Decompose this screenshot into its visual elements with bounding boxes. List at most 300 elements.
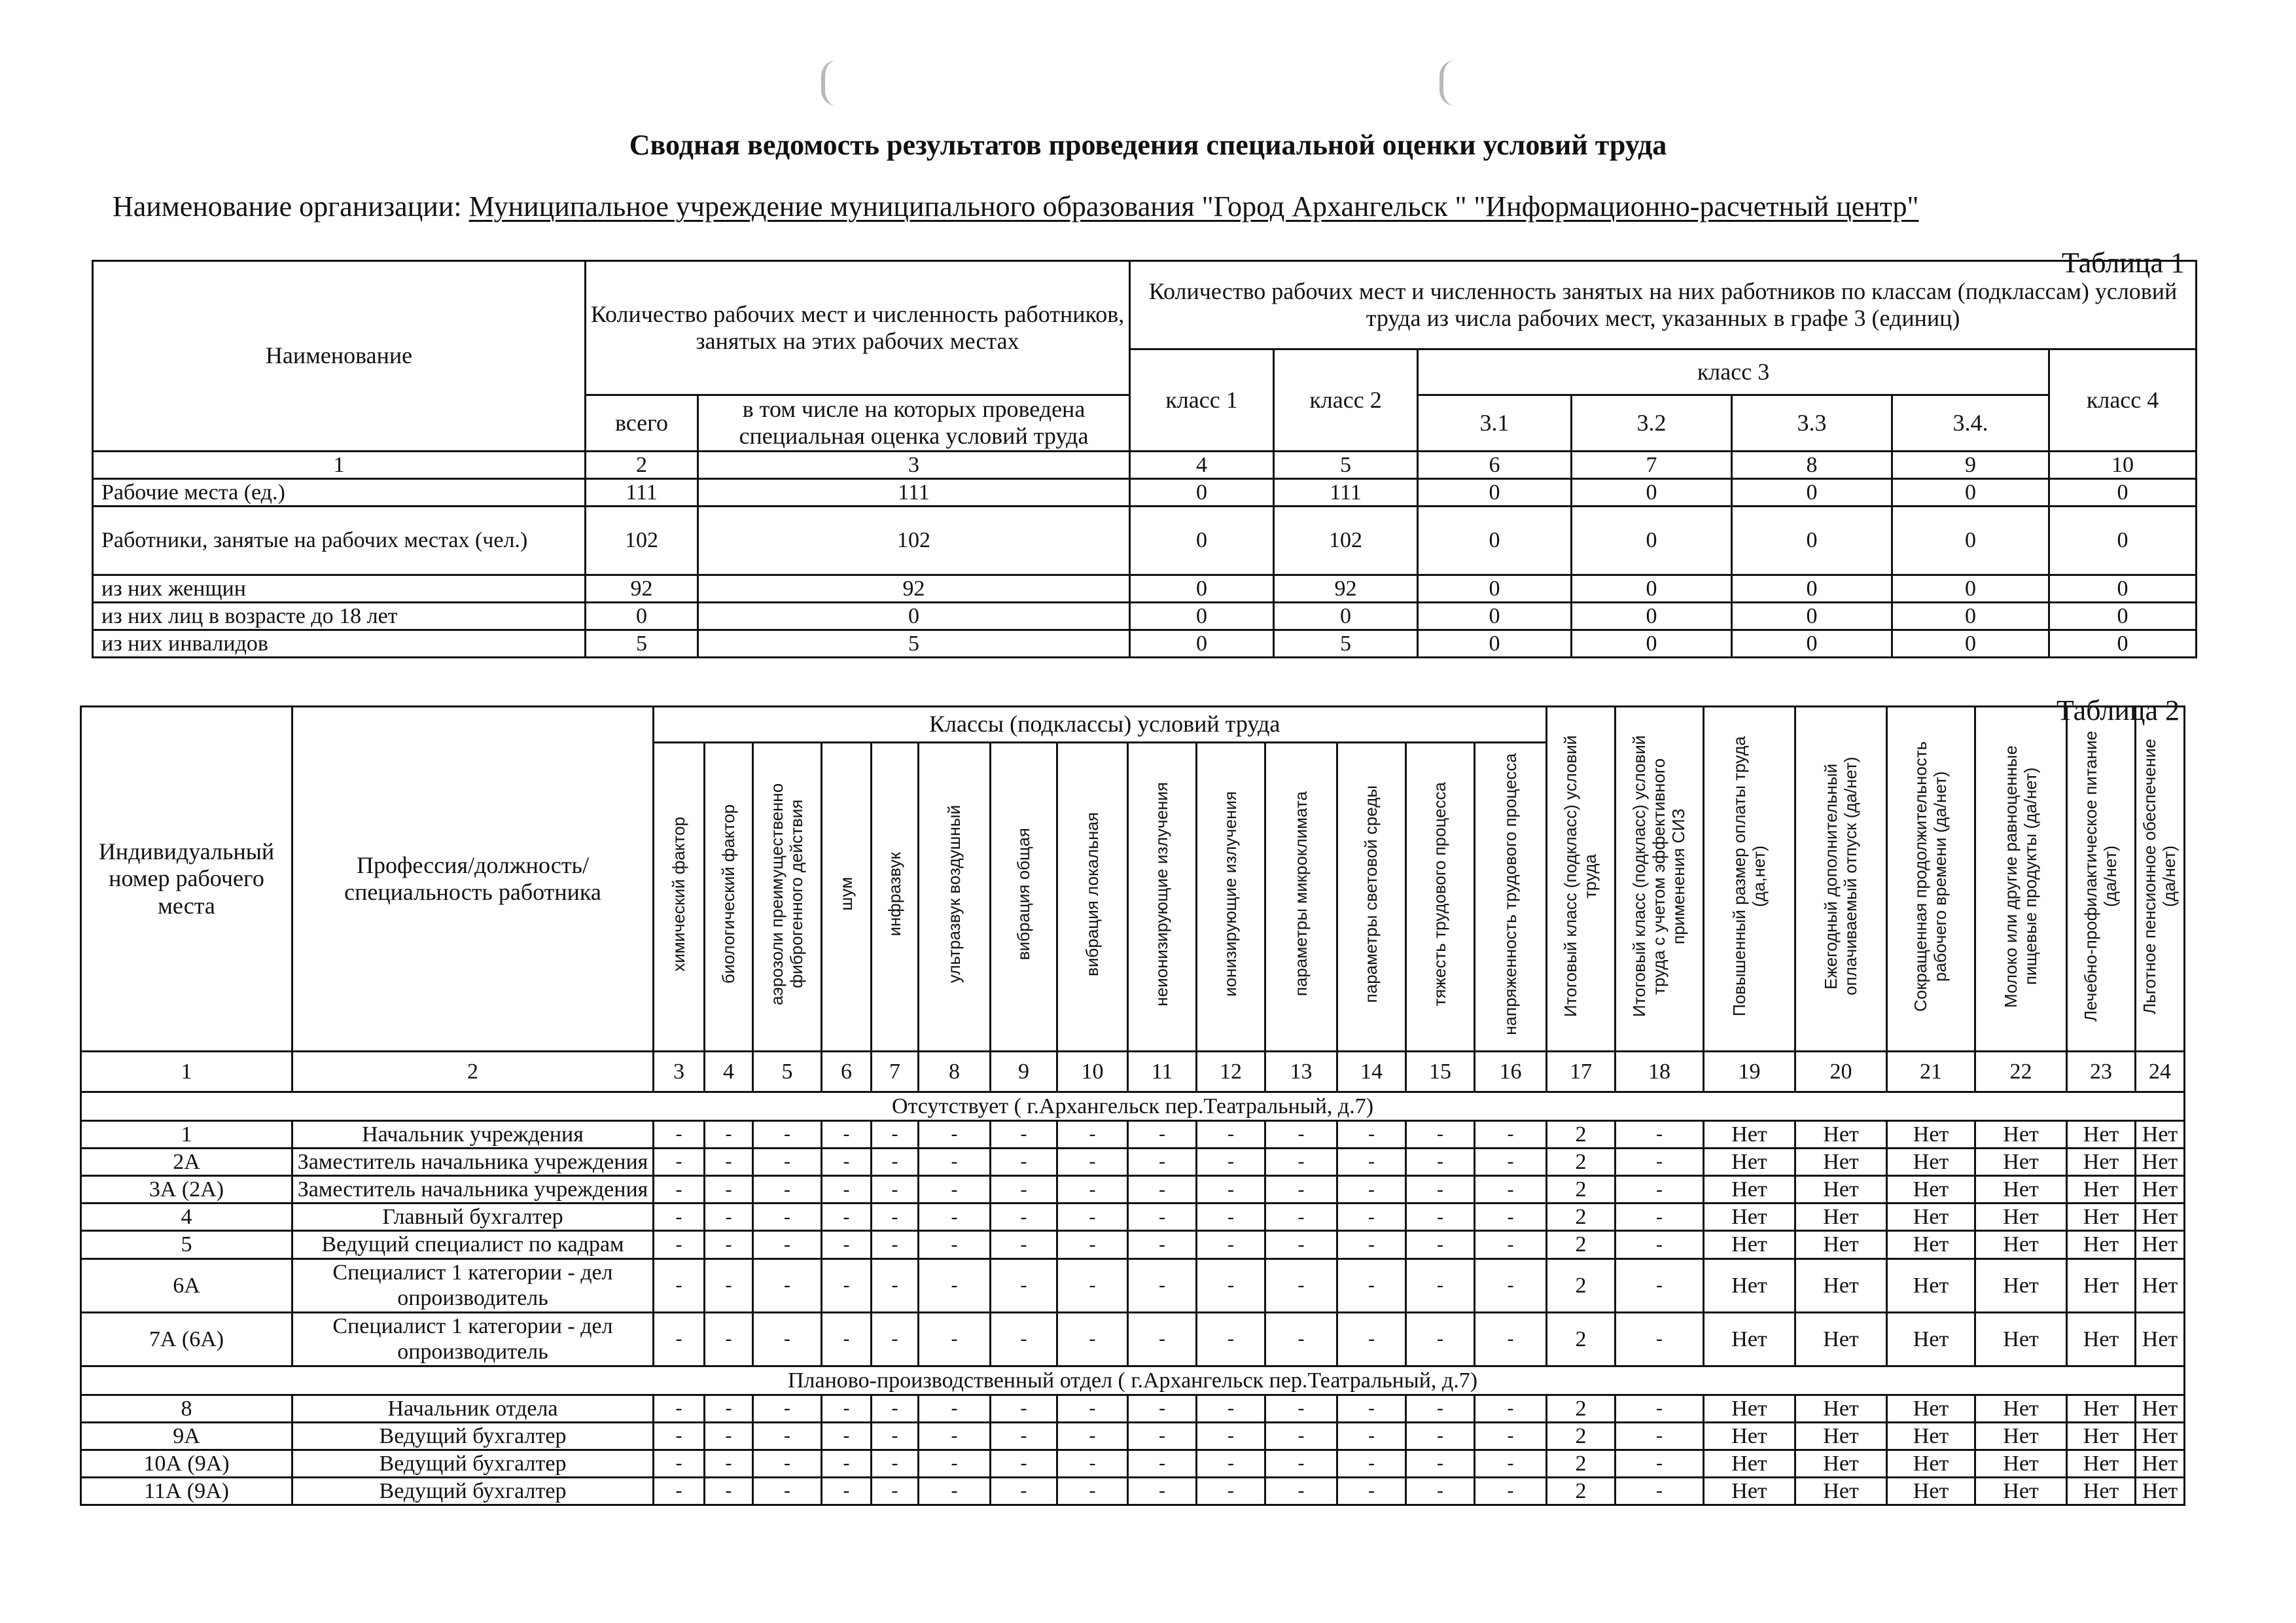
t2-guarantee-cell: Нет xyxy=(2136,1204,2185,1231)
t2-factor-cell: - xyxy=(1337,1149,1406,1176)
t2-header-factor xyxy=(872,743,919,1052)
t2-header-factor-label: химический фактор xyxy=(668,816,688,972)
t2-factor-cell: - xyxy=(1197,1395,1265,1422)
t2-factor-cell: - xyxy=(654,1258,705,1312)
t2-factor-cell: - xyxy=(872,1149,919,1176)
t1-cell: 0 xyxy=(1418,630,1572,658)
t2-guarantee-cell: Нет xyxy=(2067,1121,2136,1149)
t2-factor-cell: - xyxy=(1057,1149,1128,1176)
t2-factor-cell: - xyxy=(1265,1204,1337,1231)
t1-header-count-group: Количество рабочих мест и численность работников, занятых на этих рабочих местах xyxy=(586,261,1130,395)
t2-section-title: Отсутствует ( г.Архангельск пер.Театральный, д.7) xyxy=(81,1092,2185,1121)
t2-factor-cell: - xyxy=(872,1231,919,1258)
t2-guarantee-cell: Нет xyxy=(1975,1395,2067,1422)
t2-factor-cell: - xyxy=(1265,1422,1337,1450)
t2-header-extra-label: Итоговый класс (подкласс) условий труда xyxy=(1561,735,1600,1017)
t2-row-profession xyxy=(292,1149,654,1176)
t2-factor-cell: - xyxy=(705,1422,753,1450)
t2-factor-cell: - xyxy=(1128,1312,1197,1366)
t2-factor-cell: - xyxy=(872,1121,919,1149)
t2-guarantee-cell: Нет xyxy=(1975,1231,2067,1258)
t2-factor-cell: - xyxy=(991,1450,1057,1477)
t1-header-total: всего xyxy=(586,395,698,452)
t2-row-profession-text: Специалист 1 категории - делопроизводитель xyxy=(332,1260,613,1311)
t2-factor-cell: - xyxy=(1406,1258,1475,1312)
t1-cell: 0 xyxy=(2049,575,2197,602)
t2-factor-cell: - xyxy=(753,1204,822,1231)
t2-guarantee-cell: Нет xyxy=(1887,1422,1975,1450)
t2-guarantee-cell: Нет xyxy=(1887,1312,1975,1366)
t1-colnum: 5 xyxy=(1274,451,1418,478)
t2-factor-cell: - xyxy=(822,1422,872,1450)
t2-factor-cell: - xyxy=(1057,1450,1128,1477)
t1-cell: 0 xyxy=(2049,478,2197,506)
t2-colnum: 11 xyxy=(1128,1052,1197,1092)
t2-factor-cell: - xyxy=(1128,1149,1197,1176)
t1-colnum: 7 xyxy=(1572,451,1732,478)
organization-line xyxy=(113,190,1919,223)
t2-factor-cell: - xyxy=(705,1258,753,1312)
t2-row xyxy=(81,1422,2185,1450)
t2-factor-cell: - xyxy=(919,1258,991,1312)
t2-header-extra-label: Сокращенная продолжительность рабочего времени (да/нет) xyxy=(1911,740,1951,1012)
t2-row-id: 8 xyxy=(81,1395,292,1422)
t2-factor-cell: - xyxy=(1197,1450,1265,1477)
t2-factor-cell: - xyxy=(919,1312,991,1366)
t2-row xyxy=(81,1149,2185,1176)
t1-cell: 0 xyxy=(1418,478,1572,506)
t2-header-extra xyxy=(1547,707,1616,1052)
t2-factor-cell: - xyxy=(1475,1422,1547,1450)
t2-header-factor xyxy=(991,743,1057,1052)
t2-guarantee-cell: Нет xyxy=(2136,1477,2185,1505)
t2-colnum: 12 xyxy=(1197,1052,1265,1092)
t2-factor-cell: - xyxy=(1197,1258,1265,1312)
t2-factor-cell: - xyxy=(705,1312,753,1366)
t2-guarantee-cell: Нет xyxy=(2067,1204,2136,1231)
t2-row-id: 6А xyxy=(81,1258,292,1312)
t2-guarantee-cell: Нет xyxy=(1795,1176,1887,1204)
t1-row xyxy=(93,630,2197,658)
t1-cell: 0 xyxy=(1418,603,1572,630)
t1-colnum: 3 xyxy=(698,451,1130,478)
t2-factor-cell: - xyxy=(872,1477,919,1505)
t2-colnum: 4 xyxy=(705,1052,753,1092)
t2-guarantee-cell: Нет xyxy=(1975,1176,2067,1204)
t2-final-class-siz: - xyxy=(1616,1231,1704,1258)
t2-factor-cell: - xyxy=(753,1149,822,1176)
t2-header-factor-label: параметры световой среды xyxy=(1361,785,1381,1003)
t2-factor-cell: - xyxy=(705,1176,753,1204)
t2-final-class-siz: - xyxy=(1616,1258,1704,1312)
t1-cell: 0 xyxy=(1892,603,2049,630)
t2-row-profession-text: Ведущий специалист по кадрам xyxy=(321,1232,624,1257)
t2-guarantee-cell: Нет xyxy=(1704,1477,1795,1505)
t2-factor-cell: - xyxy=(1475,1204,1547,1231)
t2-factor-cell: - xyxy=(1337,1395,1406,1422)
t1-cell: 0 xyxy=(1732,575,1892,602)
t1-header-3-2: 3.2 xyxy=(1572,395,1732,452)
t2-factor-cell: - xyxy=(654,1149,705,1176)
t1-colnum: 4 xyxy=(1130,451,1274,478)
t1-header-assessed: в том числе на которых проведена специальная оценка условий труда xyxy=(698,395,1130,452)
t2-row-profession xyxy=(292,1422,654,1450)
t1-cell: 0 xyxy=(1572,630,1732,658)
t2-final-class: 2 xyxy=(1547,1149,1616,1176)
t2-row-profession xyxy=(292,1231,654,1258)
t2-final-class: 2 xyxy=(1547,1477,1616,1505)
t2-header-extra-label: Повышенный размер оплаты труда (да,нет) xyxy=(1729,736,1769,1016)
t1-cell: 102 xyxy=(1274,506,1418,575)
t2-header-factor-label: вибрация общая xyxy=(1013,827,1033,961)
t2-guarantee-cell: Нет xyxy=(1704,1204,1795,1231)
t2-factor-cell: - xyxy=(1406,1204,1475,1231)
t2-header-factor xyxy=(1475,743,1547,1052)
t2-factor-cell: - xyxy=(872,1395,919,1422)
t2-guarantee-cell: Нет xyxy=(1887,1121,1975,1149)
t2-factor-cell: - xyxy=(1406,1231,1475,1258)
t1-cell: 0 xyxy=(1732,506,1892,575)
t2-factor-cell: - xyxy=(1197,1176,1265,1204)
t2-final-class-siz: - xyxy=(1616,1312,1704,1366)
t2-colnum: 18 xyxy=(1616,1052,1704,1092)
t2-factor-cell: - xyxy=(1475,1395,1547,1422)
t2-factor-cell: - xyxy=(1406,1477,1475,1505)
t2-row xyxy=(81,1450,2185,1477)
t1-column-numbers xyxy=(93,451,2197,478)
t1-cell: 0 xyxy=(1130,630,1274,658)
t1-row-name: Рабочие места (ед.) xyxy=(93,478,586,506)
t2-colnum: 15 xyxy=(1406,1052,1475,1092)
t2-factor-cell: - xyxy=(654,1121,705,1149)
t1-cell: 0 xyxy=(1732,630,1892,658)
t1-cell: 5 xyxy=(1274,630,1418,658)
t2-guarantee-cell: Нет xyxy=(2067,1258,2136,1312)
t2-factor-cell: - xyxy=(1337,1204,1406,1231)
t2-final-class-siz: - xyxy=(1616,1204,1704,1231)
t2-factor-cell: - xyxy=(1337,1176,1406,1204)
t2-final-class-siz: - xyxy=(1616,1422,1704,1450)
t2-final-class: 2 xyxy=(1547,1422,1616,1450)
t2-factor-cell: - xyxy=(919,1395,991,1422)
t2-header-factor xyxy=(1337,743,1406,1052)
t1-colnum: 2 xyxy=(586,451,698,478)
t2-row-profession-text: Ведущий бухгалтер xyxy=(379,1423,567,1448)
t1-cell: 92 xyxy=(1274,575,1418,602)
t2-factor-cell: - xyxy=(1406,1176,1475,1204)
t2-guarantee-cell: Нет xyxy=(1887,1231,1975,1258)
t2-factor-cell: - xyxy=(1057,1422,1128,1450)
t1-cell: 0 xyxy=(1418,506,1572,575)
t1-header-3-3: 3.3 xyxy=(1732,395,1892,452)
t2-row-id: 5 xyxy=(81,1231,292,1258)
t2-guarantee-cell: Нет xyxy=(2136,1258,2185,1312)
t2-factor-cell: - xyxy=(1197,1204,1265,1231)
t2-factor-cell: - xyxy=(1475,1312,1547,1366)
t2-guarantee-cell: Нет xyxy=(1704,1422,1795,1450)
t2-factor-cell: - xyxy=(1337,1121,1406,1149)
t2-guarantee-cell: Нет xyxy=(1975,1258,2067,1312)
t2-factor-cell: - xyxy=(1265,1312,1337,1366)
t1-cell: 0 xyxy=(1892,478,2049,506)
t2-row xyxy=(81,1231,2185,1258)
t2-factor-cell: - xyxy=(1337,1258,1406,1312)
t2-factor-cell: - xyxy=(991,1395,1057,1422)
t2-final-class-siz: - xyxy=(1616,1450,1704,1477)
t2-guarantee-cell: Нет xyxy=(1795,1395,1887,1422)
t2-factor-cell: - xyxy=(1265,1258,1337,1312)
t2-header-extra-label: Лечебно-профилактическое питание (да/нет) xyxy=(2081,730,2121,1022)
t2-header-extra xyxy=(1704,707,1795,1052)
t1-cell: 5 xyxy=(698,630,1130,658)
punch-hole-mark-right xyxy=(1439,60,1455,106)
t1-row-name: из них инвалидов xyxy=(93,630,586,658)
t2-colnum: 22 xyxy=(1975,1052,2067,1092)
t2-factor-cell: - xyxy=(654,1450,705,1477)
t2-header-factor xyxy=(919,743,991,1052)
t2-guarantee-cell: Нет xyxy=(2067,1422,2136,1450)
t2-guarantee-cell: Нет xyxy=(1887,1176,1975,1204)
t2-colnum: 3 xyxy=(654,1052,705,1092)
t2-guarantee-cell: Нет xyxy=(1795,1450,1887,1477)
t2-guarantee-cell: Нет xyxy=(1795,1312,1887,1366)
t1-header-name: Наименование xyxy=(93,261,586,452)
t2-factor-cell: - xyxy=(1406,1121,1475,1149)
t2-row xyxy=(81,1395,2185,1422)
document-title: Сводная ведомость результатов проведения специальной оценки условий труда xyxy=(629,129,1667,161)
t2-row-id: 2А xyxy=(81,1149,292,1176)
t2-guarantee-cell: Нет xyxy=(1795,1204,1887,1231)
t2-guarantee-cell: Нет xyxy=(1975,1121,2067,1149)
t2-factor-cell: - xyxy=(1406,1422,1475,1450)
t1-row xyxy=(93,575,2197,602)
t2-factor-cell: - xyxy=(1128,1450,1197,1477)
t2-factor-cell: - xyxy=(705,1204,753,1231)
t2-guarantee-cell: Нет xyxy=(1887,1477,1975,1505)
t1-colnum: 8 xyxy=(1732,451,1892,478)
t2-factor-cell: - xyxy=(822,1231,872,1258)
t2-header-extra-label: Льготное пенсионное обеспечение (да/нет) xyxy=(2140,738,2180,1014)
t2-guarantee-cell: Нет xyxy=(2067,1312,2136,1366)
t2-guarantee-cell: Нет xyxy=(1704,1176,1795,1204)
t2-factor-cell: - xyxy=(705,1231,753,1258)
t2-row xyxy=(81,1121,2185,1149)
t1-cell: 102 xyxy=(586,506,698,575)
t2-header-factor xyxy=(1128,743,1197,1052)
t1-cell: 0 xyxy=(586,603,698,630)
t2-factor-cell: - xyxy=(1265,1477,1337,1505)
t2-factor-cell: - xyxy=(822,1312,872,1366)
t2-header-extra-label: Ежегодный дополнительный оплачиваемый отпуск (да/нет) xyxy=(1820,757,1860,995)
t1-cell: 0 xyxy=(1130,506,1274,575)
t2-factor-cell: - xyxy=(1057,1395,1128,1422)
t2-guarantee-cell: Нет xyxy=(2136,1121,2185,1149)
t1-row xyxy=(93,506,2197,575)
t2-factor-cell: - xyxy=(1128,1477,1197,1505)
t2-guarantee-cell: Нет xyxy=(2136,1395,2185,1422)
t2-factor-cell: - xyxy=(919,1121,991,1149)
t2-header-factor-label: биологический фактор xyxy=(718,804,738,984)
t2-header-factor-label: ионизирующие излучения xyxy=(1220,791,1241,997)
t2-factor-cell: - xyxy=(872,1258,919,1312)
t2-header-factor xyxy=(1197,743,1265,1052)
t2-factor-cell: - xyxy=(1475,1149,1547,1176)
t2-guarantee-cell: Нет xyxy=(2067,1176,2136,1204)
t1-cell: 0 xyxy=(1130,575,1274,602)
t2-colnum: 1 xyxy=(81,1052,292,1092)
t2-colnum: 20 xyxy=(1795,1052,1887,1092)
t1-cell: 92 xyxy=(586,575,698,602)
t2-header-factor-label: параметры микроклимата xyxy=(1290,791,1311,997)
t2-factor-cell: - xyxy=(1128,1422,1197,1450)
t2-factor-cell: - xyxy=(822,1204,872,1231)
t2-colnum: 23 xyxy=(2067,1052,2136,1092)
t2-header-factor-label: вибрация локальная xyxy=(1082,812,1102,976)
t2-header-factor xyxy=(1265,743,1337,1052)
t2-factor-cell: - xyxy=(1197,1312,1265,1366)
t2-guarantee-cell: Нет xyxy=(1795,1149,1887,1176)
t1-row-name: из них женщин xyxy=(93,575,586,602)
t2-factor-cell: - xyxy=(1406,1312,1475,1366)
t1-cell: 0 xyxy=(2049,603,2197,630)
t2-header-profession: Профессия/должность/специальность работника xyxy=(292,707,654,1052)
t2-colnum: 19 xyxy=(1704,1052,1795,1092)
t1-row-name: из них лиц в возрасте до 18 лет xyxy=(93,603,586,630)
t1-cell: 0 xyxy=(1892,506,2049,575)
t2-factor-cell: - xyxy=(991,1231,1057,1258)
t2-factor-cell: - xyxy=(919,1204,991,1231)
t2-final-class: 2 xyxy=(1547,1395,1616,1422)
t1-cell: 111 xyxy=(586,478,698,506)
t2-factor-cell: - xyxy=(1128,1395,1197,1422)
t2-row xyxy=(81,1258,2185,1312)
t2-final-class: 2 xyxy=(1547,1312,1616,1366)
t2-factor-cell: - xyxy=(919,1176,991,1204)
t2-factor-cell: - xyxy=(872,1422,919,1450)
t1-cell: 0 xyxy=(1130,603,1274,630)
t2-factor-cell: - xyxy=(1265,1121,1337,1149)
t2-row-id: 10А (9А) xyxy=(81,1450,292,1477)
t2-guarantee-cell: Нет xyxy=(2136,1450,2185,1477)
t2-factor-cell: - xyxy=(822,1121,872,1149)
t2-row-profession xyxy=(292,1450,654,1477)
t2-header-factor-label: ультразвук воздушный xyxy=(944,804,964,984)
t2-factor-cell: - xyxy=(1197,1477,1265,1505)
t2-factor-cell: - xyxy=(991,1176,1057,1204)
t2-factor-cell: - xyxy=(1057,1204,1128,1231)
t2-row xyxy=(81,1312,2185,1366)
t2-guarantee-cell: Нет xyxy=(2067,1149,2136,1176)
t2-factor-cell: - xyxy=(654,1176,705,1204)
t2-colnum: 24 xyxy=(2136,1052,2185,1092)
t2-factor-cell: - xyxy=(1057,1312,1128,1366)
t1-colnum: 1 xyxy=(93,451,586,478)
t2-guarantee-cell: Нет xyxy=(1887,1149,1975,1176)
t2-factor-cell: - xyxy=(753,1312,822,1366)
t2-row-id: 9А xyxy=(81,1422,292,1450)
t2-guarantee-cell: Нет xyxy=(1704,1395,1795,1422)
t2-factor-cell: - xyxy=(1197,1231,1265,1258)
t2-factor-cell: - xyxy=(1057,1258,1128,1312)
t2-row-id: 11А (9А) xyxy=(81,1477,292,1505)
t2-row xyxy=(81,1204,2185,1231)
t2-final-class: 2 xyxy=(1547,1450,1616,1477)
t2-final-class-siz: - xyxy=(1616,1121,1704,1149)
t2-factor-cell: - xyxy=(1057,1231,1128,1258)
t2-factor-cell: - xyxy=(705,1395,753,1422)
t2-guarantee-cell: Нет xyxy=(1887,1258,1975,1312)
t2-factor-cell: - xyxy=(753,1450,822,1477)
t1-cell: 0 xyxy=(698,603,1130,630)
t2-final-class-siz: - xyxy=(1616,1176,1704,1204)
t2-header-extra-label: Итоговый класс (подкласс) условий труда с учетом эффективного применения СИЗ xyxy=(1629,735,1688,1017)
t1-row xyxy=(93,603,2197,630)
t2-colnum: 2 xyxy=(292,1052,654,1092)
t2-header-factor-label: шум xyxy=(836,877,856,911)
t2-guarantee-cell: Нет xyxy=(1975,1204,2067,1231)
t2-colnum: 6 xyxy=(822,1052,872,1092)
t2-factor-cell: - xyxy=(822,1258,872,1312)
t2-factor-cell: - xyxy=(991,1312,1057,1366)
t2-header-factor-label: аэрозоли преимущественно фиброгенного действия xyxy=(767,783,806,1005)
t2-factor-cell: - xyxy=(991,1149,1057,1176)
t2-factor-cell: - xyxy=(654,1231,705,1258)
t2-factor-cell: - xyxy=(822,1395,872,1422)
t2-factor-cell: - xyxy=(822,1149,872,1176)
t2-factor-cell: - xyxy=(1265,1231,1337,1258)
t2-header-extra xyxy=(1795,707,1887,1052)
t2-row-profession-text: Заместитель начальника учреждения xyxy=(297,1177,648,1202)
t2-factor-cell: - xyxy=(1475,1231,1547,1258)
t2-guarantee-cell: Нет xyxy=(1795,1258,1887,1312)
t2-colnum: 7 xyxy=(872,1052,919,1092)
t2-header-classes-group: Классы (подклассы) условий труда xyxy=(654,707,1547,743)
t2-guarantee-cell: Нет xyxy=(1887,1450,1975,1477)
t2-factor-cell: - xyxy=(1337,1477,1406,1505)
t2-final-class: 2 xyxy=(1547,1204,1616,1231)
t2-header-id: Индивидуальный номер рабочего места xyxy=(81,707,292,1052)
t2-section-row xyxy=(81,1092,2185,1121)
t2-factor-cell: - xyxy=(753,1395,822,1422)
t2-row-profession-text: Ведущий бухгалтер xyxy=(379,1451,567,1476)
t2-guarantee-cell: Нет xyxy=(2067,1450,2136,1477)
t2-final-class: 2 xyxy=(1547,1258,1616,1312)
t2-guarantee-cell: Нет xyxy=(2067,1231,2136,1258)
t2-factor-cell: - xyxy=(1475,1176,1547,1204)
t2-factor-cell: - xyxy=(1475,1258,1547,1312)
t2-factor-cell: - xyxy=(822,1176,872,1204)
t2-header-extra xyxy=(2067,707,2136,1052)
t1-cell: 0 xyxy=(1418,575,1572,602)
t2-factor-cell: - xyxy=(919,1477,991,1505)
t2-factor-cell: - xyxy=(1128,1258,1197,1312)
t2-factor-cell: - xyxy=(991,1121,1057,1149)
t1-row-name: Работники, занятые на рабочих местах (чел.) xyxy=(93,506,586,575)
t2-factor-cell: - xyxy=(1128,1176,1197,1204)
t2-factor-cell: - xyxy=(1337,1422,1406,1450)
t1-cell: 0 xyxy=(1130,478,1274,506)
t2-factor-cell: - xyxy=(872,1450,919,1477)
t2-guarantee-cell: Нет xyxy=(2067,1395,2136,1422)
t1-cell: 0 xyxy=(1572,575,1732,602)
t2-final-class-siz: - xyxy=(1616,1477,1704,1505)
t2-guarantee-cell: Нет xyxy=(1704,1312,1795,1366)
t2-factor-cell: - xyxy=(654,1422,705,1450)
t2-factor-cell: - xyxy=(1265,1176,1337,1204)
t2-guarantee-cell: Нет xyxy=(1975,1422,2067,1450)
t2-factor-cell: - xyxy=(753,1422,822,1450)
t2-factor-cell: - xyxy=(705,1477,753,1505)
